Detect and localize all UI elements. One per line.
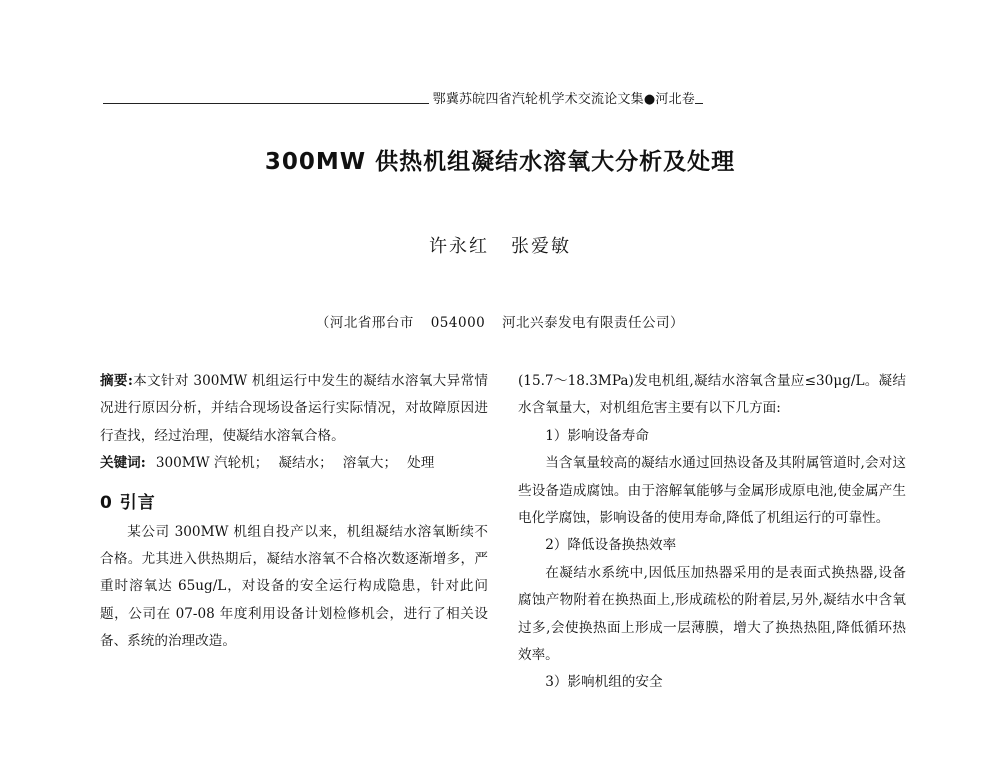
running-head-area <box>103 88 703 108</box>
item-2-title: 2）降低设备换热效率 <box>545 537 677 554</box>
introduction-paragraph: 某公司 300MW 机组自投产以来，机组凝结水溶氧断续不合格。尤其进入供热期后，凝结水溶氧不合格次数逐渐增多，严重时溶氧达 65ug/L，对设备的安全运行构成隐患，针对此问题，公司在 07-08 年度利用设备计划检修机会，进行了相关设备、系统的治理改造。 <box>100 523 488 650</box>
item-2-text: 在凝结水系统中,因低压加热器采用的是表面式换热器,设备腐蚀产物附着在换热面上,形成疏松的附着层,另外,凝结水中含氧过多,会使换热面上形成一层薄膜，增大了换热热阻,降低循环热效率。 <box>518 564 906 664</box>
keyword-3: 溶氧大； <box>342 455 398 472</box>
authors <box>0 232 1000 258</box>
abstract-text: 本文针对 300MW 机组运行中发生的凝结水溶氧大异常情况进行原因分析，并结合现场设备运行实际情况，对故障原因进行查找，经过治理，使凝结水溶氧合格。 <box>100 373 488 444</box>
abstract-label: 摘要: <box>100 373 133 389</box>
section-heading-introduction: 0 引言 <box>100 492 156 513</box>
paper-title: 300MW 供热机组凝结水溶氧大分析及处理 <box>264 149 736 175</box>
right-column <box>518 368 906 691</box>
author-1: 许永红 <box>429 236 489 257</box>
running-head: 鄂冀苏皖四省汽轮机学术交流论文集●河北卷 <box>429 88 695 107</box>
item-3-title-partial: 3）影响机组的安全 <box>545 674 663 691</box>
affiliation-city: （河北省邢台市 <box>315 315 414 331</box>
affiliation <box>0 311 1000 331</box>
item-1-text: 当含氧量较高的凝结水通过回热设备及其附属管道时,会对这些设备造成腐蚀。由于溶解氧能够与金属形成原电池,使金属产生电化学腐蚀，影响设备的使用寿命,降低了机组运行的可靠性。 <box>518 455 906 527</box>
author-2: 张爱敏 <box>511 236 571 257</box>
keywords <box>100 450 488 477</box>
oxygen-standard-paragraph: (15.7～18.3MPa)发电机组,凝结水溶氧含量应≤30μg/L。凝结水含氧量大，对机组危害主要有以下几方面: <box>518 373 906 417</box>
item-1-title: 1）影响设备寿命 <box>545 427 649 444</box>
keywords-label: 关键词: <box>100 455 146 472</box>
keyword-4: 处理 <box>407 455 435 472</box>
affiliation-company: 河北兴泰发电有限责任公司） <box>502 315 685 331</box>
keyword-2: 凝结水； <box>278 455 333 472</box>
left-column <box>100 368 488 656</box>
keyword-1: 300MW 汽轮机； <box>155 455 269 472</box>
affiliation-postcode: 054000 <box>430 315 486 331</box>
abstract <box>100 368 488 450</box>
